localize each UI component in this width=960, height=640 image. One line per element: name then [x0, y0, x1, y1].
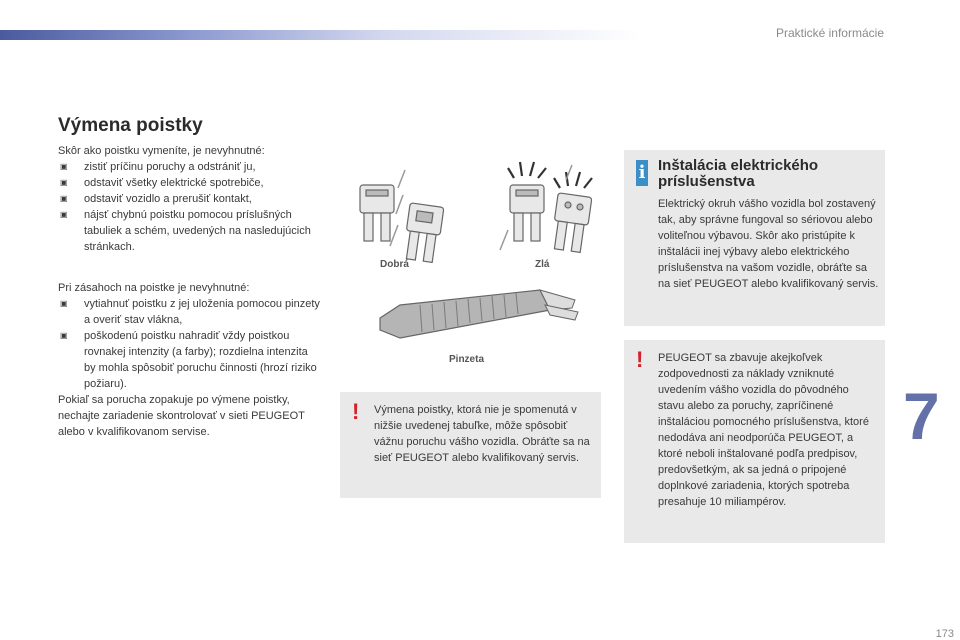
steps-during-list — [58, 296, 320, 392]
list-item: ▣ nájsť chybnú poistku pomocou príslušných tabuliek a schém, uvedených na nasledujúcich stránkach. — [60, 209, 311, 253]
chapter-number: 7 — [903, 379, 940, 453]
accessories-warning-box — [624, 340, 885, 543]
info-box-text: Elektrický okruh vášho vozidla bol zostavený tak, aby správne fungoval so sériovou alebo voliteľnou výbavou. Skôr ako pristúpite k inštalácii inej výbavy alebo elektrického príslušenstva na vašom vozidle, obráťte sa na sieť PEUGEOT alebo kvalifikovaný servis. — [658, 198, 879, 290]
tweezers-icon — [380, 290, 578, 338]
accessories-info-box — [624, 150, 885, 326]
fuse-warning-text: Výmena poistky, ktorá nie je spomenutá v nižšie uvedenej tabuľke, môže spôsobiť vážnu poruchu vášho vozidla. Obráťte sa na sieť PEUGEOT alebo kvalifikovaný servis. — [374, 404, 590, 464]
page-number: 173 — [935, 628, 954, 640]
bullet-icon: ▣ — [60, 162, 68, 171]
list-item: ▣ odstaviť vozidlo a prerušiť kontakt, — [60, 193, 252, 205]
exclamation-icon: ! — [636, 347, 644, 372]
exclamation-icon: ! — [352, 399, 360, 424]
bullet-icon: ▣ — [60, 194, 68, 203]
bullet-icon: ▣ — [60, 331, 68, 340]
bullet-icon: ▣ — [60, 178, 68, 187]
label-bad: Zlá — [535, 259, 550, 270]
bullet-icon: ▣ — [60, 210, 68, 219]
closing-text: Pokiaľ sa porucha zopakuje po výmene poistky, nechajte zariadenie skontrolovať v sieti PEUGEOT alebo v kvalifikovanom servise. — [58, 394, 305, 438]
info-icon: i — [636, 160, 648, 186]
before-replacement-block — [58, 143, 320, 255]
page-title: Výmena poistky — [58, 115, 203, 136]
label-good: Dobrá — [380, 259, 409, 270]
list-item: ▣ vytiahnuť poistku z jej uloženia pomocou pinzety a overiť stav vlákna, — [60, 298, 320, 326]
info-box-title: Inštalácia elektrického príslušenstva — [658, 157, 819, 190]
fuse-warning-box — [340, 392, 601, 498]
section-title: Praktické informácie — [775, 26, 884, 40]
steps-before-list — [58, 159, 320, 255]
intro-text: Skôr ako poistku vymeníte, je nevyhnutné: — [58, 145, 265, 157]
during-replacement-block — [58, 280, 320, 440]
accessories-warning-text: PEUGEOT sa zbavuje akejkoľvek zodpovednosti za náklady vzniknuté uvedením vášho vozidla do pôvodného stavu alebo za poruchy, zapríčinené inštaláciou pomocného príslušenstva, ktoré nedodáva ani neodporúča PEUGEOT, a ktoré neboli inštalované podľa predpisov, predovšetkým, ak sa jedná o pripojené doplnkové zariadenia, ktorých spotreba presahuje 10 miliampérov. — [658, 352, 869, 508]
bullet-icon: ▣ — [60, 299, 68, 308]
intro2-text: Pri zásahoch na poistke je nevyhnutné: — [58, 282, 250, 294]
list-item: ▣ odstaviť všetky elektrické spotrebiče, — [60, 177, 264, 189]
header-gradient-bar — [0, 30, 640, 40]
list-item: ▣ zistiť príčinu poruchy a odstrániť ju, — [60, 161, 256, 173]
list-item: ▣ poškodenú poistku nahradiť vždy poistkou rovnakej intenzity (a farby); rozdielna intenzita by mohla spôsobiť poruchu činnosti (hrozí riziko požiaru). — [60, 330, 317, 390]
label-tweezers: Pinzeta — [449, 354, 485, 365]
bad-fuse-icon — [510, 185, 592, 252]
